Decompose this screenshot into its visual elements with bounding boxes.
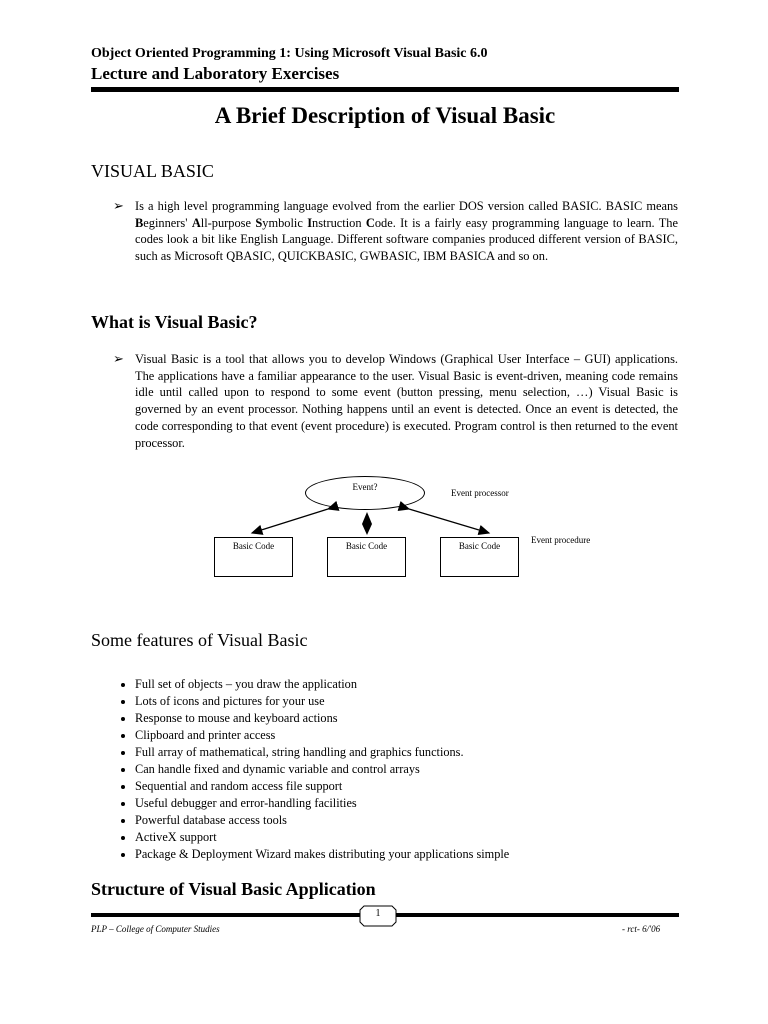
vb-para-line1: Is a high level programming language evolved from the earlier DOS version called BASIC. (135, 199, 602, 213)
acronym-letter: B (135, 215, 144, 230)
course-subtitle: Lecture and Laboratory Exercises (91, 64, 340, 83)
list-item: • Can handle fixed and dynamic variable and control arrays (135, 761, 695, 778)
acronym-word: ll-purpose (200, 215, 256, 230)
what-is-vb-paragraph: Visual Basic is a tool that allows you to develop Windows (Graphical User Interface – GUI) applications. The applications have a familiar appearance to the user. Visual Basic is event-driven, meaning code remains idle until called upon to respond to some event (button pressing, menu selection, …) Visual Basic is governed by an event processor. Nothing happens until an event is detected. Once an event is detected, the code corresponding to that event (event procedure) is executed. Program control is then returned to the event processor. (135, 352, 678, 450)
list-item: • Clipboard and printer access (135, 727, 695, 744)
arrow-left (252, 509, 328, 533)
list-item: • Full set of objects – you draw the application (135, 676, 695, 693)
section-heading-what-is-vb: What is Visual Basic? (91, 312, 258, 332)
list-item: • Powerful database access tools (135, 812, 695, 829)
acronym-letter: A (191, 215, 201, 230)
list-item: • Full array of mathematical, string handling and graphics functions. (135, 744, 695, 761)
section-heading-visual-basic: VISUAL BASIC (91, 161, 214, 181)
footer-right: - rct- 6/'06 (622, 924, 661, 934)
acronym-letter: S (255, 215, 263, 230)
acronym-word: ode. (374, 215, 396, 230)
vb-para-acronym-prefix: BASIC means (605, 199, 678, 213)
page-title: A Brief Description of Visual Basic (214, 103, 556, 128)
course-header: Object Oriented Programming 1: Using Microsoft Visual Basic 6.0 (91, 46, 488, 61)
basic-code-box-1: Basic Code (214, 537, 293, 577)
list-item: • ActiveX support (135, 829, 695, 846)
list-item: • Package & Deployment Wizard makes distributing your applications simple (135, 846, 695, 863)
acronym-letter: I (307, 215, 313, 230)
section-heading-structure: Structure of Visual Basic Application (91, 879, 376, 899)
section-heading-features: Some features of Visual Basic (91, 630, 308, 650)
features-list (91, 676, 695, 863)
basic-code-box-2: Basic Code (327, 537, 406, 577)
acronym-word: nstruction (312, 215, 366, 230)
event-processor-label: Event processor (451, 488, 509, 498)
event-node: Event? (305, 476, 425, 510)
arrow-right (409, 509, 489, 533)
acronym-word: eginners' (143, 215, 192, 230)
acronym-word: ymbolic (262, 215, 308, 230)
vb-para-rest: It is a fairly easy programming language to learn. The codes look a bit like English Language. Different software companies produced different version of BASIC, such as Microsoft QBASIC, QUICKBASIC, GWBASIC, IBM BASICA and so on. (135, 215, 679, 264)
arrow-bullet-icon: ➢ (113, 351, 124, 366)
basic-code-box-3: Basic Code (440, 537, 519, 577)
event-procedure-label: Event procedure (531, 535, 591, 545)
page-number: 1 (375, 908, 381, 919)
arrow-bullet-icon: ➢ (113, 198, 124, 213)
arrow-center (362, 512, 372, 535)
list-item: • Useful debugger and error-handling facilities (135, 795, 695, 812)
list-item: • Sequential and random access file support (135, 778, 695, 795)
footer-left: PLP – College of Computer Studies (91, 924, 220, 934)
list-item: • Lots of icons and pictures for your use (135, 693, 695, 710)
list-item: • Response to mouse and keyboard actions (135, 710, 695, 727)
acronym-letter: C (365, 215, 375, 230)
